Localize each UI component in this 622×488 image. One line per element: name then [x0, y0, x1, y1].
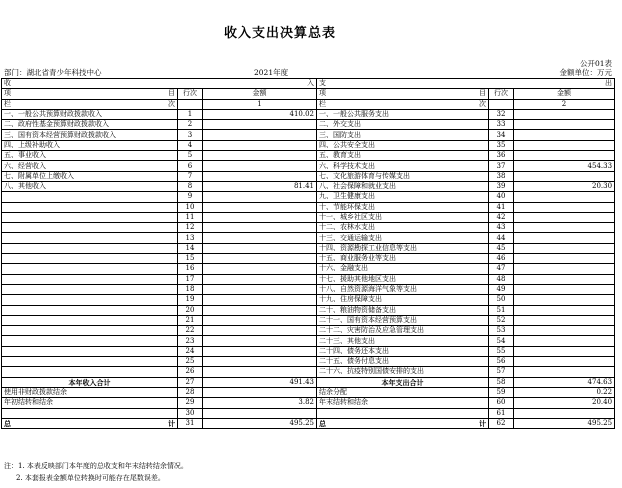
amount-header: 金额 — [514, 89, 615, 99]
income-item: 年初结转和结余 — [2, 398, 178, 408]
income-row-no: 16 — [178, 264, 203, 274]
expense-row-no: 44 — [489, 233, 514, 243]
expense-amount — [514, 315, 615, 325]
table-row — [2, 336, 615, 346]
income-amount — [203, 243, 317, 253]
footnotes — [4, 460, 188, 484]
item-header: 项 目 — [317, 89, 489, 99]
expense-amount: 20.30 — [514, 181, 615, 191]
income-amount — [203, 254, 317, 264]
income-amount: 81.41 — [203, 181, 317, 191]
income-item: 一、一般公共预算财政拨款收入 — [2, 109, 178, 119]
expense-row-no: 55 — [489, 346, 514, 356]
income-item: 使用非财政拨款结余 — [2, 387, 178, 397]
income-row-no: 29 — [178, 398, 203, 408]
income-row-no: 7 — [178, 171, 203, 181]
expense-amount — [514, 243, 615, 253]
expense-row-no: 59 — [489, 387, 514, 397]
income-item — [2, 357, 178, 367]
expense-row-no: 56 — [489, 357, 514, 367]
table-row — [2, 387, 615, 397]
expense-total-amount: 495.25 — [514, 418, 615, 428]
expense-row-no: 61 — [489, 408, 514, 418]
expense-amount — [514, 140, 615, 150]
income-amount — [203, 130, 317, 140]
expense-item: 十九、住房保障支出 — [317, 295, 489, 305]
table-row — [2, 202, 615, 212]
expense-item: 二、外交支出 — [317, 120, 489, 130]
income-row-no: 23 — [178, 336, 203, 346]
expense-item: 十四、资源勘探工业信息等支出 — [317, 243, 489, 253]
income-row-no: 28 — [178, 387, 203, 397]
expense-amount — [514, 326, 615, 336]
table-row — [2, 151, 615, 161]
income-item — [2, 223, 178, 233]
table-row — [2, 243, 615, 253]
expense-item: 十八、自然资源海洋气象等支出 — [317, 284, 489, 294]
table-row — [2, 181, 615, 191]
expense-amount — [514, 295, 615, 305]
expense-item: 四、公共安全支出 — [317, 140, 489, 150]
income-row-no: 24 — [178, 346, 203, 356]
table-row — [2, 264, 615, 274]
income-header: 收 入 — [2, 79, 317, 89]
table-row — [2, 140, 615, 150]
expense-item: 五、教育支出 — [317, 151, 489, 161]
income-item — [2, 254, 178, 264]
expense-amount: 454.33 — [514, 161, 615, 171]
expense-item: 十、节能环保支出 — [317, 202, 489, 212]
expense-row-no: 50 — [489, 295, 514, 305]
income-row-no: 11 — [178, 212, 203, 222]
table-row — [2, 130, 615, 140]
expense-row-no: 33 — [489, 120, 514, 130]
income-row-no: 10 — [178, 202, 203, 212]
table-row — [2, 109, 615, 119]
income-row-no: 22 — [178, 326, 203, 336]
income-amount — [203, 202, 317, 212]
income-row-no: 3 — [178, 130, 203, 140]
expense-item: 二十五、债务付息支出 — [317, 357, 489, 367]
expense-item: 九、卫生健康支出 — [317, 192, 489, 202]
income-item — [2, 264, 178, 274]
expense-item: 二十三、其他支出 — [317, 336, 489, 346]
expense-row-no: 47 — [489, 264, 514, 274]
table-row — [2, 223, 615, 233]
income-amount — [203, 326, 317, 336]
income-amount — [203, 140, 317, 150]
expense-item: 十六、金融支出 — [317, 264, 489, 274]
expense-row-no: 53 — [489, 326, 514, 336]
expense-amount — [514, 336, 615, 346]
income-item — [2, 408, 178, 418]
table-row — [2, 377, 615, 387]
footnote: 2. 本套报表金额单位转换时可能存在尾数误差。 — [16, 474, 165, 482]
expense-item: 十七、援助其他地区支出 — [317, 274, 489, 284]
expense-amount — [514, 264, 615, 274]
income-row-no: 6 — [178, 161, 203, 171]
income-row-no: 8 — [178, 181, 203, 191]
expense-amount — [514, 171, 615, 181]
column-number: 1 — [203, 99, 317, 109]
expense-amount — [514, 233, 615, 243]
income-amount: 410.02 — [203, 109, 317, 119]
income-item — [2, 233, 178, 243]
expense-row-no: 57 — [489, 367, 514, 377]
expense-row-no: 38 — [489, 171, 514, 181]
expense-amount — [514, 130, 615, 140]
expense-row-no: 40 — [489, 192, 514, 202]
report-meta — [4, 67, 612, 78]
expense-amount — [514, 305, 615, 315]
expense-row-no: 54 — [489, 336, 514, 346]
expense-amount — [514, 284, 615, 294]
income-item — [2, 192, 178, 202]
expense-row-no: 62 — [489, 418, 514, 428]
income-item — [2, 202, 178, 212]
income-amount — [203, 264, 317, 274]
income-amount — [203, 161, 317, 171]
expense-amount — [514, 120, 615, 130]
expense-amount: 20.40 — [514, 398, 615, 408]
income-total-amount: 495.25 — [203, 418, 317, 428]
expense-item: 七、文化旅游体育与传媒支出 — [317, 171, 489, 181]
table-row — [2, 171, 615, 181]
expense-item: 二十、粮油物资储备支出 — [317, 305, 489, 315]
expense-amount: 0.22 — [514, 387, 615, 397]
income-item — [2, 315, 178, 325]
expense-total-label: 总 计 — [317, 418, 489, 428]
expense-item: 十二、农林水支出 — [317, 223, 489, 233]
expense-row-no: 46 — [489, 254, 514, 264]
income-row-no: 9 — [178, 192, 203, 202]
table-row — [2, 357, 615, 367]
expense-item: 十三、交通运输支出 — [317, 233, 489, 243]
table-row — [2, 315, 615, 325]
expense-row-no: 43 — [489, 223, 514, 233]
expense-amount: 474.63 — [514, 377, 615, 387]
income-row-no: 1 — [178, 109, 203, 119]
income-amount — [203, 387, 317, 397]
income-amount — [203, 408, 317, 418]
income-row-no: 2 — [178, 120, 203, 130]
income-row-no: 21 — [178, 315, 203, 325]
income-row-no: 19 — [178, 295, 203, 305]
expense-item: 年末结转和结余 — [317, 398, 489, 408]
expense-item: 三、国防支出 — [317, 130, 489, 140]
income-item — [2, 305, 178, 315]
expense-amount — [514, 223, 615, 233]
income-item — [2, 212, 178, 222]
expense-row-no: 35 — [489, 140, 514, 150]
expense-item: 一、一般公共服务支出 — [317, 109, 489, 119]
income-item: 六、经营收入 — [2, 161, 178, 171]
income-item — [2, 243, 178, 253]
expense-amount — [514, 254, 615, 264]
expense-item: 八、社会保障和就业支出 — [317, 181, 489, 191]
expense-row-no: 52 — [489, 315, 514, 325]
income-amount — [203, 120, 317, 130]
table-row — [2, 120, 615, 130]
column-number: 2 — [514, 99, 615, 109]
expense-item: 十五、商业服务业等支出 — [317, 254, 489, 264]
income-item: 二、政府性基金预算财政拨款收入 — [2, 120, 178, 130]
income-row-no: 26 — [178, 367, 203, 377]
income-amount — [203, 223, 317, 233]
row-no-header: 行次 — [489, 89, 514, 99]
income-row-no: 27 — [178, 377, 203, 387]
income-row-no: 25 — [178, 357, 203, 367]
expense-item: 二十一、国有资本经营预算支出 — [317, 315, 489, 325]
expense-item: 二十四、债务还本支出 — [317, 346, 489, 356]
expense-amount — [514, 408, 615, 418]
income-item: 四、上级补助收入 — [2, 140, 178, 150]
income-row-no: 4 — [178, 140, 203, 150]
table-row — [2, 305, 615, 315]
income-expense-table — [1, 78, 615, 429]
table-row — [2, 326, 615, 336]
expense-item: 十一、城乡社区支出 — [317, 212, 489, 222]
fiscal-year: 2021年度 — [254, 68, 289, 77]
table-row — [2, 274, 615, 284]
footnote: 注：1. 本表反映部门本年度的总收支和年末结转结余情况。 — [4, 462, 188, 470]
expense-row-no: 37 — [489, 161, 514, 171]
expense-item: 结余分配 — [317, 387, 489, 397]
expense-amount — [514, 202, 615, 212]
income-amount — [203, 357, 317, 367]
table-row — [2, 161, 615, 171]
column-label — [489, 99, 514, 109]
income-item — [2, 284, 178, 294]
expense-row-no: 60 — [489, 398, 514, 408]
table-header-row — [2, 99, 615, 109]
expense-row-no: 45 — [489, 243, 514, 253]
table-row — [2, 398, 615, 408]
income-item — [2, 367, 178, 377]
income-item: 七、附属单位上缴收入 — [2, 171, 178, 181]
department-label: 部门：湖北省青少年科技中心 — [4, 68, 102, 77]
income-item: 本年收入合计 — [2, 377, 178, 387]
expense-amount — [514, 346, 615, 356]
expense-row-no: 32 — [489, 109, 514, 119]
income-item: 八、其他收入 — [2, 181, 178, 191]
income-item: 三、国有资本经营预算财政拨款收入 — [2, 130, 178, 140]
income-item: 五、事业收入 — [2, 151, 178, 161]
income-item — [2, 326, 178, 336]
income-amount — [203, 233, 317, 243]
expense-row-no: 58 — [489, 377, 514, 387]
column-label: 栏 次 — [317, 99, 489, 109]
expense-amount — [514, 357, 615, 367]
expense-item: 二十二、灾害防治及应急管理支出 — [317, 326, 489, 336]
table-header-row — [2, 89, 615, 99]
table-row — [2, 408, 615, 418]
income-amount: 491.43 — [203, 377, 317, 387]
income-amount — [203, 284, 317, 294]
row-no-header: 行次 — [178, 89, 203, 99]
item-header: 项 目 — [2, 89, 178, 99]
table-row — [2, 284, 615, 294]
expense-amount — [514, 151, 615, 161]
income-row-no: 20 — [178, 305, 203, 315]
income-amount — [203, 305, 317, 315]
income-amount — [203, 315, 317, 325]
amount-header: 金额 — [203, 89, 317, 99]
table-row — [2, 367, 615, 377]
income-item — [2, 295, 178, 305]
income-amount — [203, 171, 317, 181]
income-row-no: 13 — [178, 233, 203, 243]
income-row-no: 12 — [178, 223, 203, 233]
expense-row-no: 39 — [489, 181, 514, 191]
income-row-no: 15 — [178, 254, 203, 264]
expense-row-no: 36 — [489, 151, 514, 161]
currency-unit: 金额单位：万元 — [559, 68, 612, 77]
expense-amount — [514, 109, 615, 119]
income-amount — [203, 295, 317, 305]
table-row — [2, 233, 615, 243]
income-row-no: 31 — [178, 418, 203, 428]
expense-amount — [514, 212, 615, 222]
table-row — [2, 254, 615, 264]
income-row-no: 30 — [178, 408, 203, 418]
expense-row-no: 49 — [489, 284, 514, 294]
expense-row-no: 34 — [489, 130, 514, 140]
column-label — [178, 99, 203, 109]
income-row-no: 5 — [178, 151, 203, 161]
expense-row-no: 48 — [489, 274, 514, 284]
income-amount — [203, 346, 317, 356]
expense-amount — [514, 274, 615, 284]
income-item — [2, 336, 178, 346]
expense-item: 本年支出合计 — [317, 377, 489, 387]
income-amount — [203, 336, 317, 346]
income-amount — [203, 367, 317, 377]
income-amount — [203, 212, 317, 222]
total-row — [2, 418, 615, 428]
expense-amount — [514, 367, 615, 377]
income-row-no: 14 — [178, 243, 203, 253]
expense-item: 六、科学技术支出 — [317, 161, 489, 171]
income-row-no: 18 — [178, 284, 203, 294]
income-amount — [203, 151, 317, 161]
table-row — [2, 346, 615, 356]
income-item — [2, 274, 178, 284]
report-title: 收入支出决算总表 — [223, 26, 336, 41]
form-number: 公开01表 — [579, 59, 612, 68]
expense-item — [317, 408, 489, 418]
table-row — [2, 295, 615, 305]
income-amount: 3.82 — [203, 398, 317, 408]
expense-amount — [514, 192, 615, 202]
table-row — [2, 192, 615, 202]
expense-item: 二十六、抗疫特别国债安排的支出 — [317, 367, 489, 377]
income-amount — [203, 192, 317, 202]
income-row-no: 17 — [178, 274, 203, 284]
expense-header: 支 出 — [317, 79, 615, 89]
table-header-row — [2, 79, 615, 89]
expense-row-no: 42 — [489, 212, 514, 222]
expense-row-no: 51 — [489, 305, 514, 315]
expense-row-no: 41 — [489, 202, 514, 212]
income-amount — [203, 274, 317, 284]
income-item — [2, 346, 178, 356]
column-label: 栏 次 — [2, 99, 178, 109]
income-total-label: 总 计 — [2, 418, 178, 428]
table-row — [2, 212, 615, 222]
